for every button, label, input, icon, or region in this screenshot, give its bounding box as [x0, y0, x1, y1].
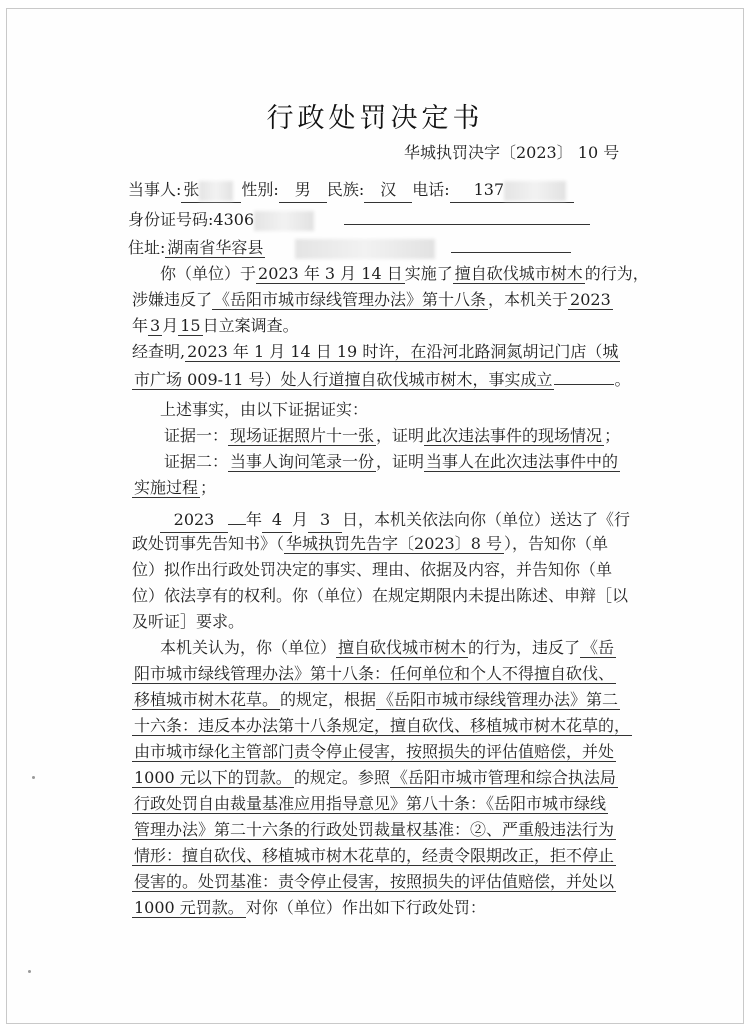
paragraph-evidence-intro: 上述事实，由以下证据证实：: [160, 400, 369, 419]
paragraph-notice-line-1: 2023 年 4 月 3 日，本机关依法向你（单位）送达了《行: [160, 506, 630, 533]
paragraph-ruling-line-2: 阳市城市绿线管理办法》第十八条：任何单位和个人不得擅自砍伐、: [134, 664, 615, 683]
name-label: 当事人:: [128, 180, 182, 199]
paragraph-notice-line-2: 政处罚事先告知书》（ 华城执罚先告字〔2023〕8 号 ），告知你（单: [132, 534, 609, 553]
party-line: [128, 178, 574, 203]
id-value: 4306: [213, 210, 255, 229]
paragraph-ruling-line-5: 由市城市绿化主管部门责令停止侵害，按照损失的评估值赔偿，并处: [134, 742, 615, 761]
paragraph-case-line-1: 你（单位）于 2023 年 3 月 14 日 实施了 擅自砍伐城市树木 的行为，: [160, 264, 649, 283]
address-label: 住址:: [128, 238, 166, 257]
ethnicity-label: 民族:: [326, 180, 365, 199]
scan-speck: [28, 970, 31, 973]
id-line: [128, 206, 590, 232]
address-value: 湖南省华容县: [167, 238, 264, 257]
name-value: 张: [181, 178, 241, 203]
paragraph-ruling-line-4: 十六条：违反本办法第十八条规定，擅自砍伐、移植城市树木花草的，: [134, 716, 631, 735]
paragraph-ruling-line-1: 本机关认为，你（单位） 擅自砍伐城市树木 的行为，违反了 《岳: [160, 638, 615, 657]
paragraph-ruling-line-8: 管理办法》第二十六条的行政处罚裁量权基准：②、严重般违法行为: [134, 820, 615, 839]
address-line: [128, 234, 571, 260]
scan-speck: [32, 776, 35, 779]
paragraph-notice-line-4: 位）依法享有的权利。你（单位）在规定期限内未提出陈述、申辩［以: [132, 586, 629, 605]
paragraph-ruling-line-6: 1000 元以下的罚款。 的规定。参照 《岳阳市城市管理和综合执法局: [134, 768, 616, 787]
phone-value: 137: [450, 178, 574, 203]
id-label: 身份证号码:: [128, 210, 214, 229]
document-title: 行政处罚决定书: [266, 103, 484, 134]
id-underline: [344, 206, 590, 225]
gender-value: 男: [279, 178, 327, 203]
paragraph-ruling-line-10: 侵害的。处罚基准：责令停止侵害，按照损失的评估值赔偿，并处以: [134, 872, 615, 891]
phone-label: 电话:: [412, 180, 450, 199]
evidence-item-2-cont: 实施过程 ；: [134, 478, 217, 497]
paragraph-ruling-line-7: 行政处罚自由裁量基准应用指导意见》第八十条：《岳阳市城市绿线: [134, 794, 607, 813]
paragraph-ruling-line-3: 移植城市树木花草。 的规定，根据 《岳阳市城市绿线管理办法》第二: [134, 690, 619, 709]
paragraph-ruling-line-9: 情形：擅自砍伐、移植城市树木花草的，经责令限期改正，拒不停止: [134, 846, 615, 865]
evidence-item-1: 证据一： 现场证据照片十一张 ，证明 此次违法事件的现场情况 ；: [164, 426, 621, 445]
address-underline: [451, 234, 571, 253]
paragraph-case-line-3: 年 3 月 15 日立案调查。: [132, 316, 299, 335]
evidence-item-2: 证据二： 当事人询问笔录一份 ，证明 当事人在此次违法事件中的: [164, 452, 619, 471]
paragraph-case-line-2: 涉嫌违反了 《岳阳市城市绿线管理办法》第十八条 ，本机关于 2023: [132, 290, 611, 309]
document-number: 华城执罚决字〔2023〕 10 号: [404, 143, 620, 162]
gender-label: 性别:: [241, 180, 279, 199]
paragraph-facts-line-1: 经查明, 2023 年 1 月 14 日 19 时许，在沿河北路洞氮胡记门店（城: [132, 342, 619, 361]
paragraph-ruling-line-11: 1000 元罚款。 对你（单位）作出如下行政处罚：: [134, 898, 486, 917]
paragraph-notice-line-5: 及听证］要求。: [132, 612, 245, 631]
paragraph-facts-line-2: 市广场 009-11 号）处人行道擅自砍伐城市树木，事实成立 。: [132, 366, 631, 392]
paragraph-notice-line-3: 位）拟作出行政处罚决定的事实、理由、依据及内容，并告知你（单: [132, 560, 613, 579]
ethnicity-value: 汉: [364, 178, 412, 203]
